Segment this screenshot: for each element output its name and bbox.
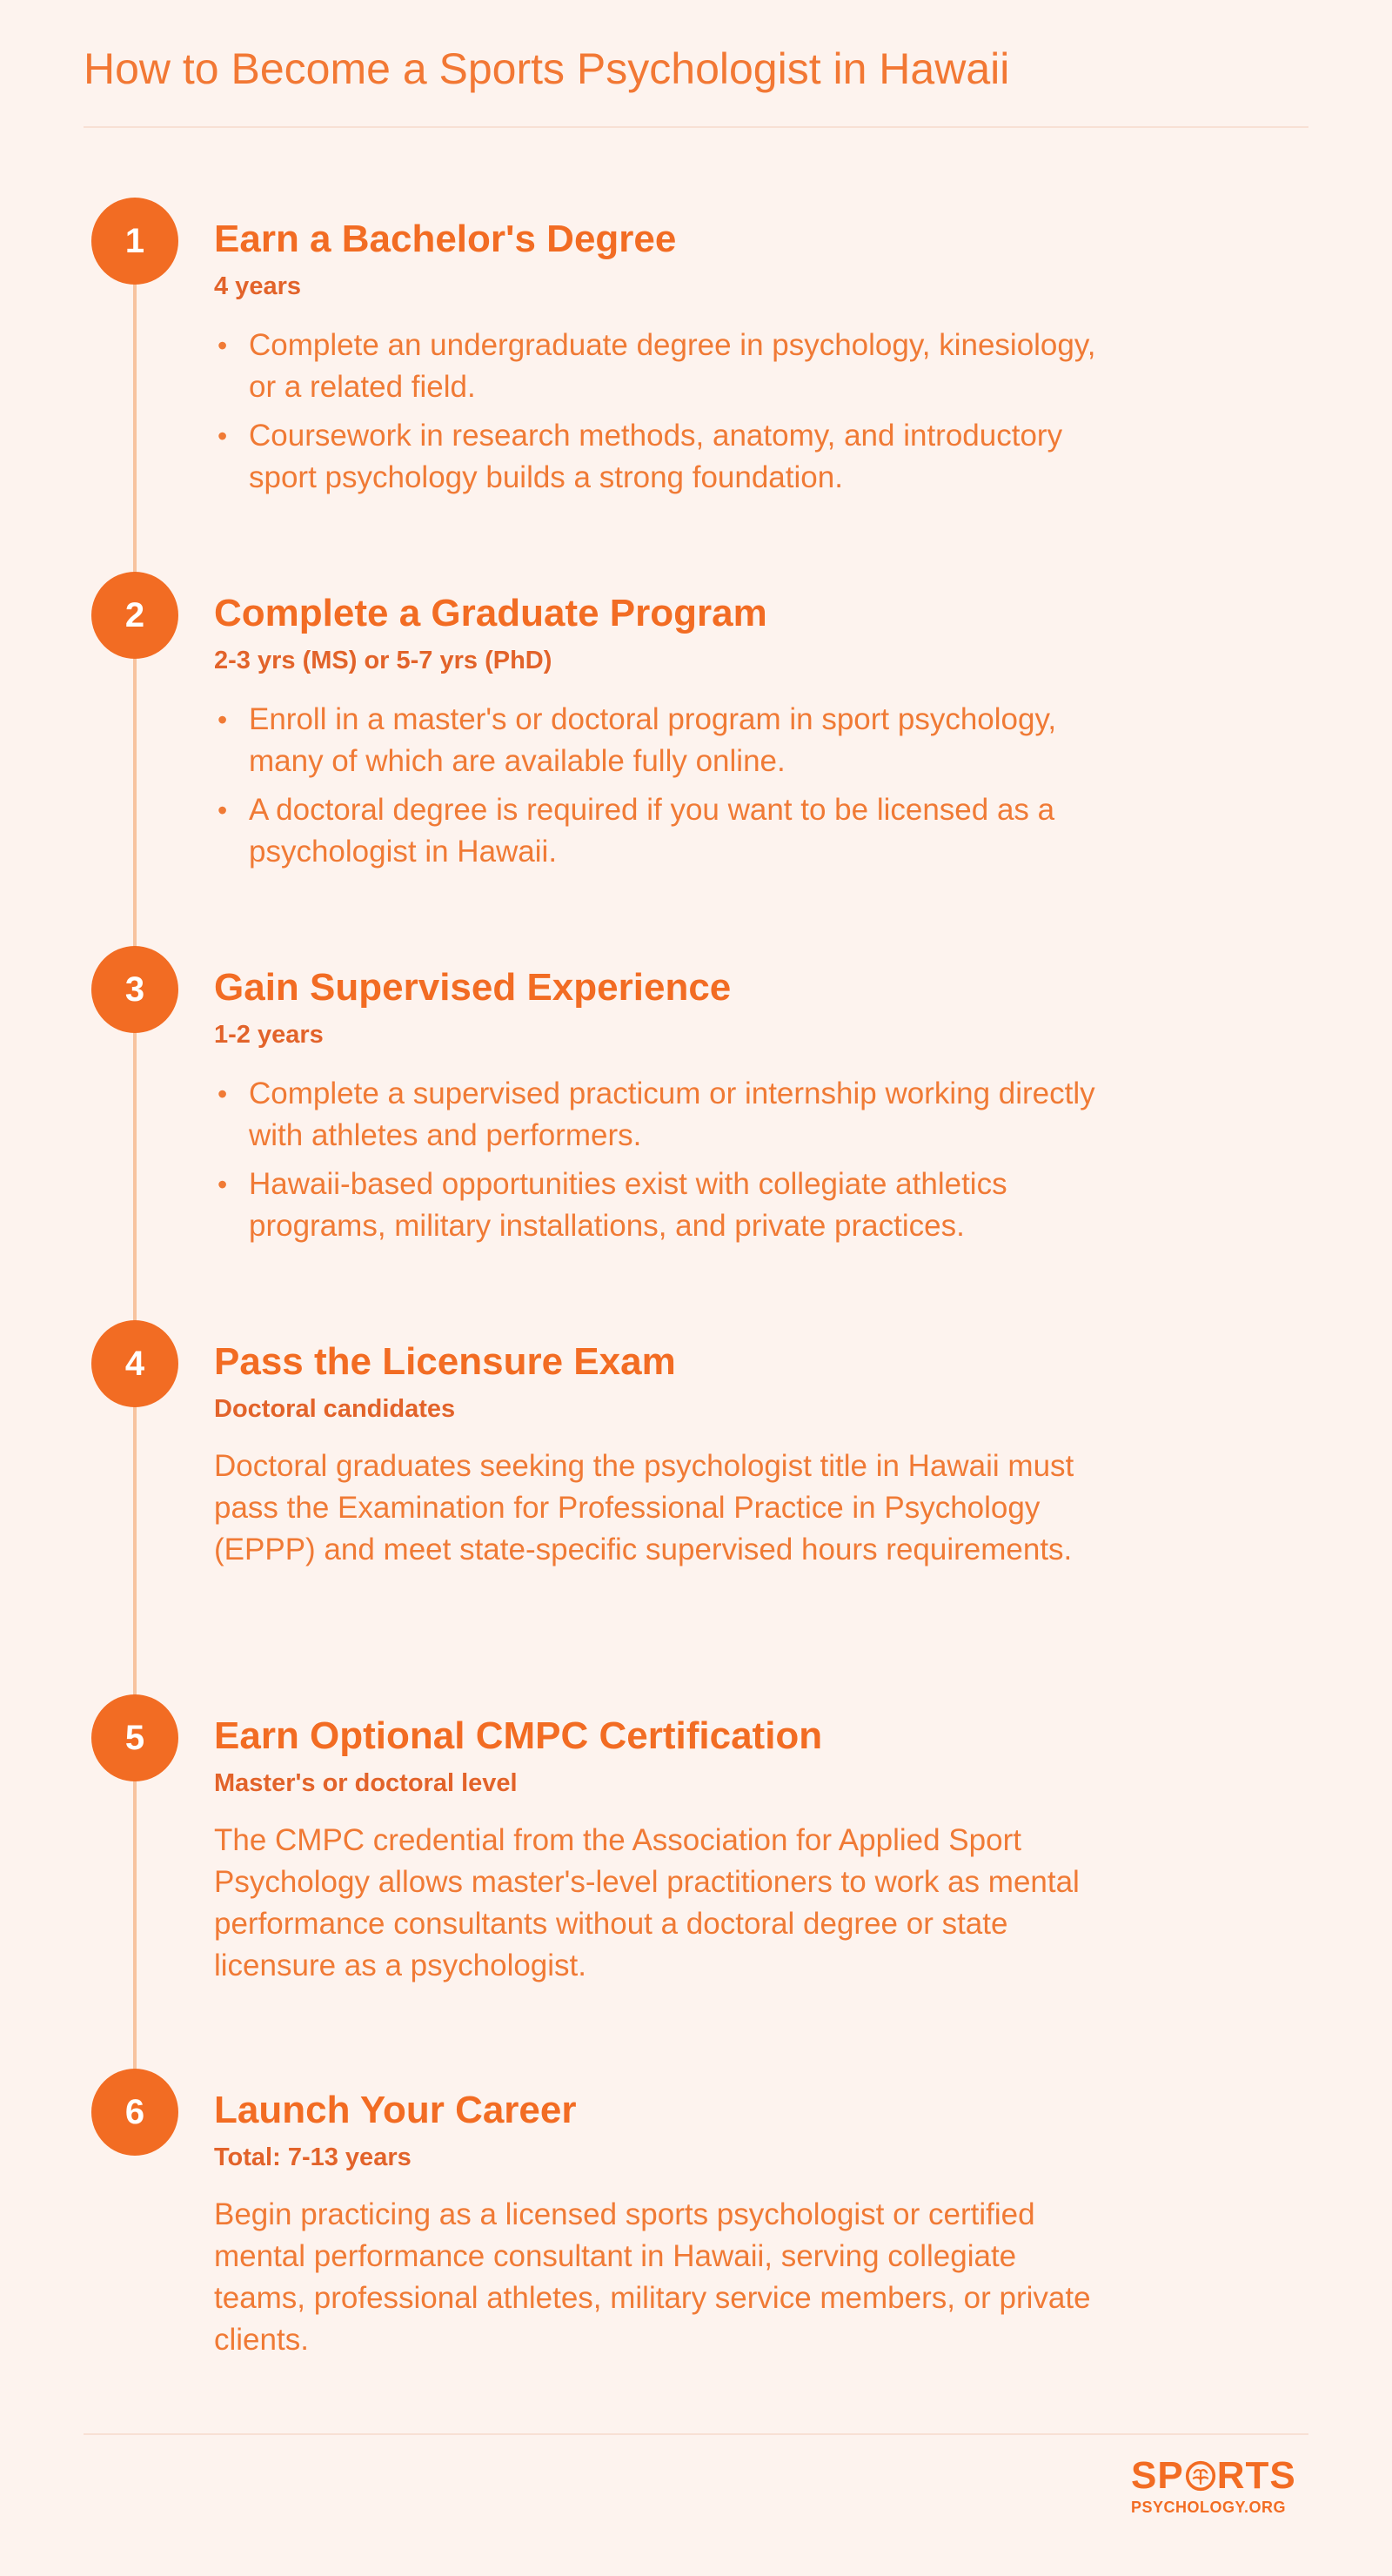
- bullet-dot-icon: •: [218, 1078, 228, 1110]
- bullet-item: • Enroll in a master's or doctoral program in sport psychology, many of which are available fully online.: [214, 699, 1110, 782]
- logo-wordmark: [1131, 2456, 1302, 2496]
- bullet-dot-icon: •: [218, 795, 228, 826]
- step-duration: Master's or doctoral level: [214, 1769, 518, 1797]
- bullet-item: • A doctoral degree is required if you want to be licensed as a psychologist in Hawaii.: [214, 789, 1110, 873]
- bottom-divider: [84, 2433, 1308, 2435]
- step-content: [214, 2086, 1110, 2361]
- site-logo: [1131, 2456, 1302, 2519]
- bullet-dot-icon: •: [218, 330, 228, 361]
- step-title: Gain Supervised Experience: [214, 966, 732, 1009]
- step-duration: 2-3 yrs (MS) or 5-7 yrs (PhD): [214, 647, 552, 674]
- step-bullets: [214, 325, 1110, 499]
- step-content: [214, 1338, 1110, 1571]
- brain-icon: [1185, 2460, 1216, 2492]
- page-title: How to Become a Sports Psychologist in Hawaii: [84, 44, 1010, 93]
- top-divider: [84, 126, 1308, 128]
- step-number-badge: 1: [91, 198, 178, 285]
- step-title: Earn Optional CMPC Certification: [214, 1714, 823, 1757]
- step-duration: 1-2 years: [214, 1021, 324, 1049]
- bullet-dot-icon: •: [218, 1169, 228, 1200]
- step-number-badge: 2: [91, 572, 178, 659]
- step-number-badge: 4: [91, 1320, 178, 1407]
- step-title: Pass the Licensure Exam: [214, 1340, 676, 1383]
- bullet-item: • Complete a supervised practicum or internship working directly with athletes and performers.: [214, 1073, 1110, 1157]
- step-number-badge: 5: [91, 1694, 178, 1781]
- step-content: [214, 1712, 1110, 1987]
- bullet-item: • Coursework in research methods, anatomy, and introductory sport psychology builds a strong foundation.: [214, 415, 1110, 499]
- step-content: [214, 963, 1110, 1254]
- step-title: Earn a Bachelor's Degree: [214, 218, 677, 260]
- step-content: [214, 589, 1110, 880]
- bullet-dot-icon: •: [218, 704, 228, 735]
- step-duration: 4 years: [214, 272, 301, 300]
- step-description: Doctoral graduates seeking the psychologist title in Hawaii must pass the Examination for Professional Practice in Psychology (EPPP) and meet state-specific supervised hours requirements.: [214, 1449, 1074, 1566]
- step-description: The CMPC credential from the Association for Applied Sport Psychology allows master's-level practitioners to work as mental performance consultants without a doctoral degree or state licensure as a psychologist.: [214, 1823, 1080, 1982]
- step-number-badge: 6: [91, 2069, 178, 2156]
- step-content: [214, 215, 1110, 506]
- step-bullets: [214, 1073, 1110, 1247]
- bullet-item: • Complete an undergraduate degree in psychology, kinesiology, or a related field.: [214, 325, 1110, 408]
- step-title: Complete a Graduate Program: [214, 592, 767, 634]
- step-title: Launch Your Career: [214, 2089, 577, 2131]
- step-number-badge: 3: [91, 946, 178, 1033]
- bullet-dot-icon: •: [218, 420, 228, 452]
- logo-subtext: PSYCHOLOGY.ORG: [1131, 2499, 1287, 2516]
- logo-text-end: RTS: [1216, 2454, 1296, 2497]
- step-bullets: [214, 699, 1110, 873]
- bullet-item: • Hawaii-based opportunities exist with collegiate athletics programs, military installations, and private practices.: [214, 1164, 1110, 1247]
- step-description: Begin practicing as a licensed sports psychologist or certified mental performance consultant in Hawaii, serving collegiate teams, professional athletes, military service members, or private clients.: [214, 2197, 1091, 2357]
- step-duration: Doctoral candidates: [214, 1395, 456, 1423]
- step-duration: Total: 7-13 years: [214, 2143, 412, 2171]
- logo-text-start: SP: [1131, 2454, 1184, 2497]
- timeline-line: [133, 283, 137, 2115]
